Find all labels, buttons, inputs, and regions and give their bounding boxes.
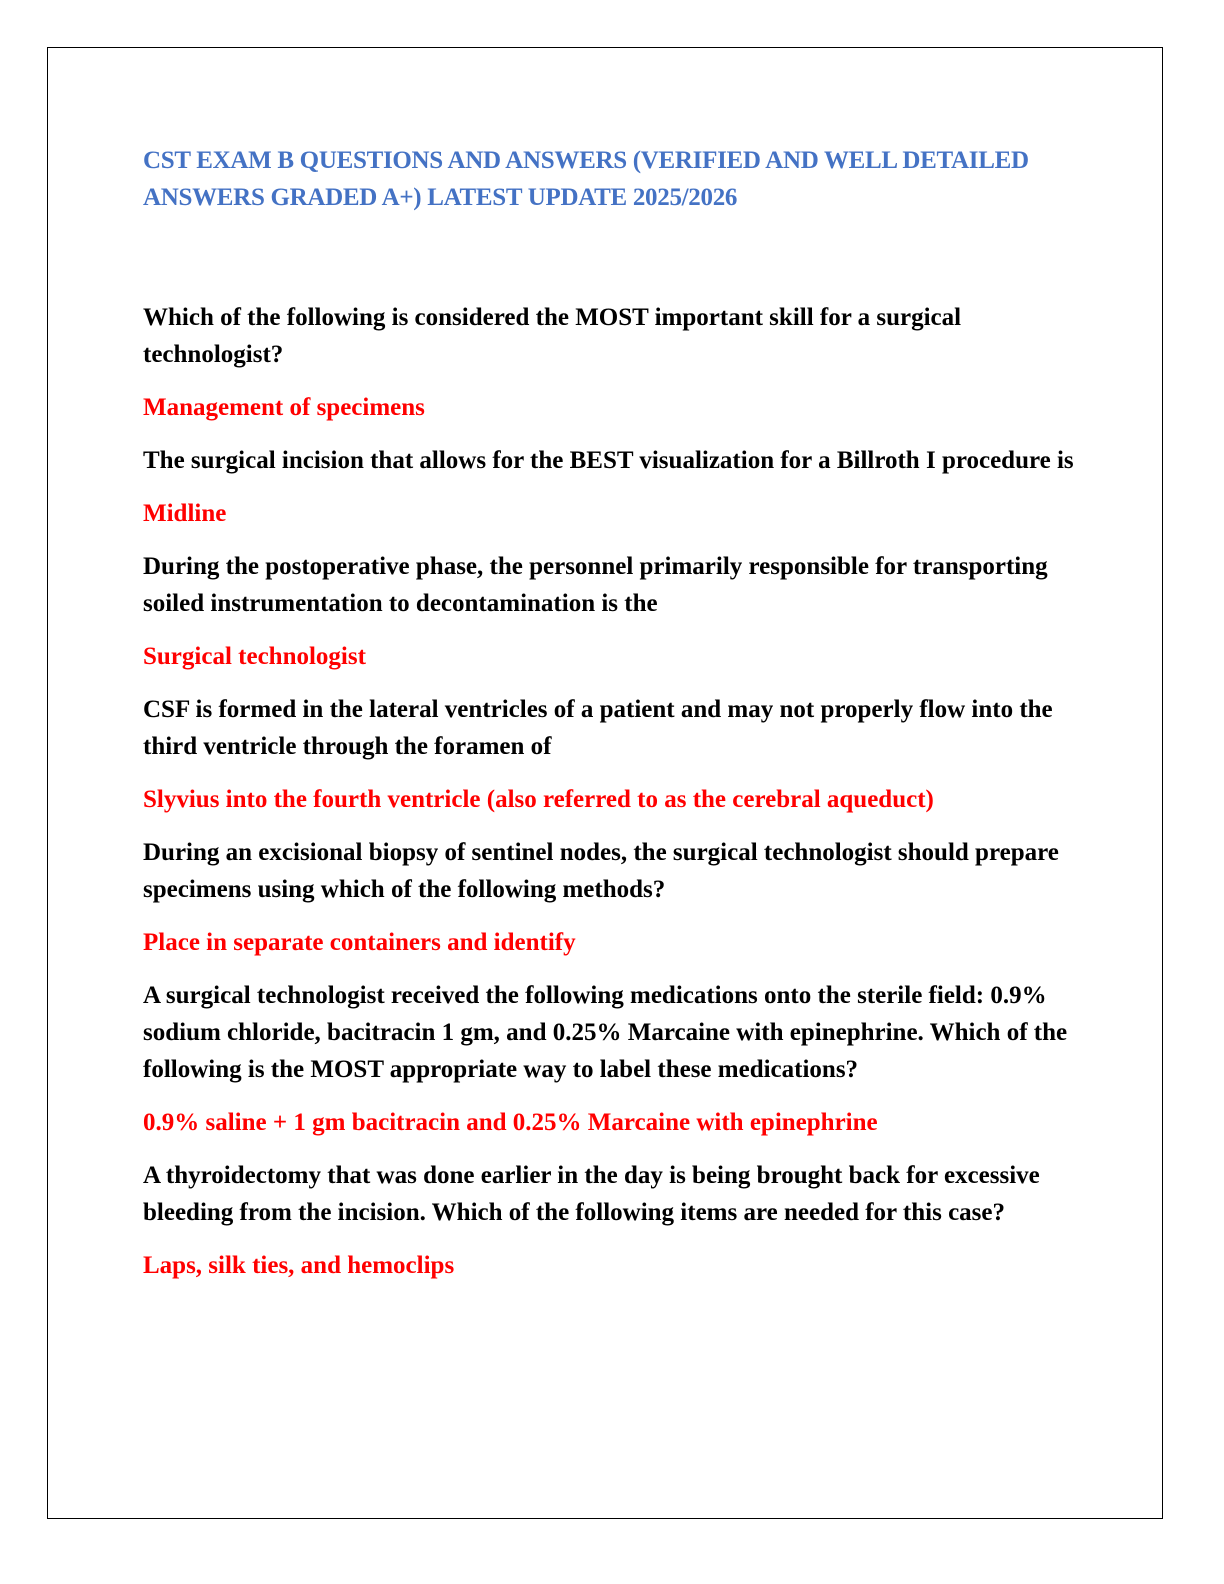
answer-7: Laps, silk ties, and hemoclips (143, 1252, 455, 1279)
answer-5: Place in separate containers and identify (143, 929, 576, 956)
question-3: During the postoperative phase, the personnel primarily responsible for transporting soiled instrumentation to decontamination is the (143, 553, 1048, 617)
question-2: The surgical incision that allows for the BEST visualization for a Billroth I procedure is (143, 447, 1074, 474)
answer-1: Management of specimens (143, 394, 425, 421)
question-7: A thyroidectomy that was done earlier in the day is being brought back for excessive bleeding from the incision. Which of the following items are needed for this case? (143, 1162, 1040, 1226)
answer-4: Slyvius into the fourth ventricle (also referred to as the cerebral aqueduct) (143, 786, 934, 813)
answer-3: Surgical technologist (143, 643, 366, 670)
question-5: During an excisional biopsy of sentinel nodes, the surgical technologist should prepare specimens using which of the following methods? (143, 839, 1059, 903)
answer-2: Midline (143, 500, 227, 527)
question-4: CSF is formed in the lateral ventricles of a patient and may not properly flow into the third ventricle through the foramen of (143, 696, 1053, 760)
answer-6: 0.9% saline + 1 gm bacitracin and 0.25% Marcaine with epinephrine (143, 1109, 878, 1136)
qa-list (143, 299, 1083, 1284)
document-content (143, 142, 1083, 1300)
question-1: Which of the following is considered the MOST important skill for a surgical technologist? (143, 304, 962, 368)
question-6: A surgical technologist received the following medications onto the sterile field: 0.9% sodium chloride, bacitracin 1 gm, and 0.25% Marcaine with epinephrine. Which of the following is the MOST appropriate way to label these medications? (143, 982, 1068, 1083)
document-title: CST EXAM B QUESTIONS AND ANSWERS (VERIFIED AND WELL DETAILED ANSWERS GRADED A+) LATEST UPDATE 2025/2026 (143, 147, 1029, 211)
